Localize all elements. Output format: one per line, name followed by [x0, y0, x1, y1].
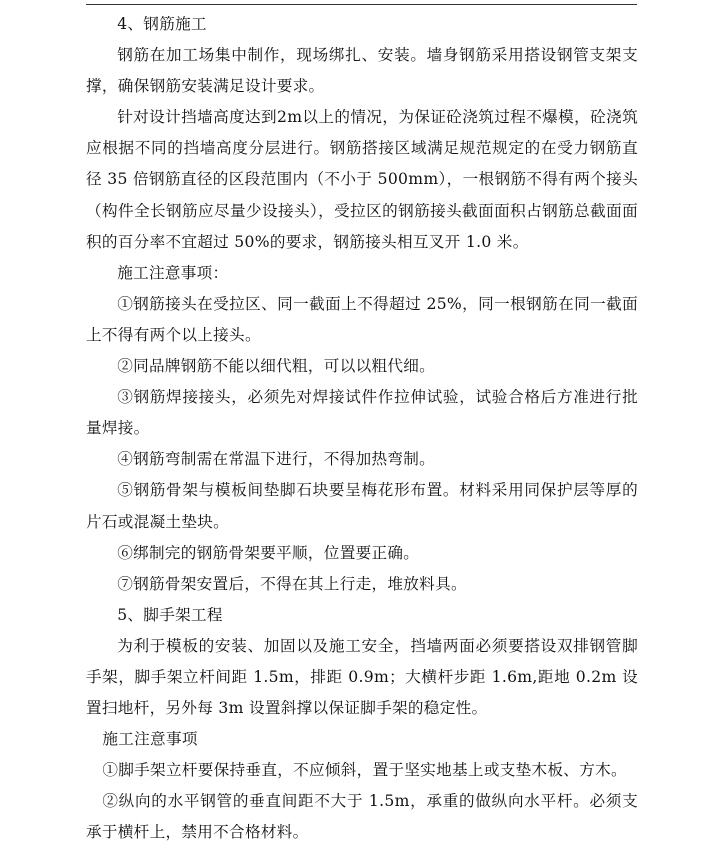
header-rule — [86, 4, 637, 5]
section-heading: 5、脚手架工程 — [117, 605, 223, 624]
section-heading: 4、钢筋施工 — [117, 15, 207, 33]
notes-title: 施工注意事项 — [102, 730, 198, 749]
note-item: ①脚手架立杆要保持垂直，不应倾斜，置于坚实地基上或支垫木板、方木。 — [102, 761, 627, 780]
note-item: ②纵向的水平钢管的垂直间距不大于 1.5m，承重的做纵向水平杆。必须支承于横杆上，禁用不合格材料。 — [86, 792, 638, 842]
note-item: ①钢筋接头在受拉区、同一截面上不得超过 25%，同一根钢筋在同一截面上不得有两个以上接头。 — [86, 294, 638, 344]
body-paragraph: 为利于模板的安装、加固以及施工安全，挡墙两面必须要搭设双排钢管脚手架，脚手架立杆间距 1.5m，排距 0.9m；大横杆步距 1.6m,距地 0.2m 设置扫地杆，另外每 3m 设置斜撑以保证脚手架的稳定性。 — [86, 636, 638, 718]
document-page — [86, 9, 638, 849]
note-item: ⑥绑制完的钢筋骨架要平顺，位置要正确。 — [117, 543, 420, 562]
note-item: ③钢筋焊接接头，必须先对焊接试件作拉伸试验，试验合格后方准进行批量焊接。 — [86, 388, 638, 438]
note-item: ⑦钢筋骨架安置后，不得在其上行走，堆放料具。 — [117, 574, 467, 593]
note-item: ②同品牌钢筋不能以细代粗，可以以粗代细。 — [117, 357, 436, 376]
notes-title: 施工注意事项： — [117, 263, 229, 282]
body-paragraph: 针对设计挡墙高度达到2m以上的情况，为保证砼浇筑过程不爆模，砼浇筑应根据不同的挡墙高度分层进行。钢筋搭接区域满足规范规定的在受力钢筋直径 35 倍钢筋直径的区段范围内（不小于 500mm），一根钢筋不得有两个接头（构件全长钢筋应尽量少设接头），受拉区的钢筋接头截面面积占钢筋总截面面积的百分率不宜超过 50%的要求，钢筋接头相互叉开 1.0 米。 — [86, 108, 638, 251]
note-item: ⑤钢筋骨架与模板间垫脚石块要呈梅花形布置。材料采用同保护层等厚的片石或混凝土垫块。 — [86, 481, 638, 531]
note-item: ④钢筋弯制需在常温下进行，不得加热弯制。 — [117, 450, 436, 469]
body-paragraph: 钢筋在加工场集中制作，现场绑扎、安装。墙身钢筋采用搭设钢管支架支撑，确保钢筋安装满足设计要求。 — [86, 46, 638, 96]
